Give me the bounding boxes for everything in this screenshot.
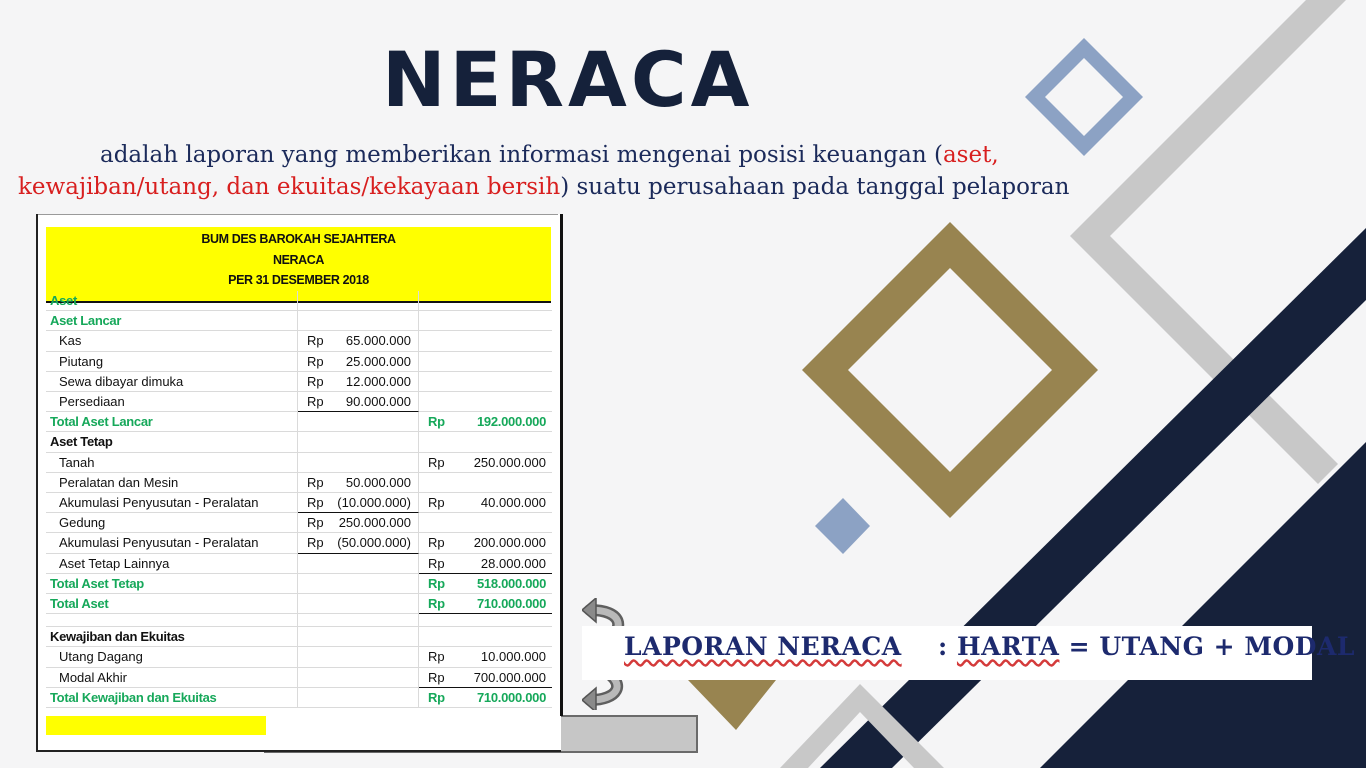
detail-amount-cell <box>298 513 419 533</box>
navy-corner <box>1040 442 1366 768</box>
total-amount-cell <box>419 627 552 647</box>
currency-label: Rp <box>307 495 324 510</box>
total-amount: 518.000.000 <box>477 575 546 591</box>
total-amount-cell <box>419 614 552 627</box>
detail-amount-cell <box>298 311 419 331</box>
detail-amount-cell <box>298 627 419 647</box>
table-row <box>46 668 552 688</box>
currency-label: Rp <box>428 535 445 551</box>
balance-sheet <box>36 214 561 752</box>
report-date: PER 31 DESEMBER 2018 <box>228 273 369 287</box>
detail-amount-cell <box>298 453 419 473</box>
row-label: Akumulasi Penyusutan - Peralatan <box>46 493 298 513</box>
table-row <box>46 331 552 351</box>
row-label: Aset Lancar <box>46 311 298 331</box>
total-amount: 40.000.000 <box>480 495 546 510</box>
currency-label: Rp <box>428 649 445 665</box>
formula-equation <box>938 632 1355 661</box>
detail-amount-cell <box>298 688 419 708</box>
row-label: Persediaan <box>46 392 298 412</box>
detail-amount: 50.000.000 <box>345 474 411 490</box>
table-row <box>46 412 552 432</box>
detail-amount: 25.000.000 <box>345 353 411 369</box>
table-row <box>46 614 552 627</box>
table-row <box>46 372 552 392</box>
detail-amount-cell <box>298 647 419 667</box>
total-amount-cell <box>419 412 552 432</box>
total-amount-cell <box>419 554 552 574</box>
currency-label: Rp <box>307 394 324 409</box>
total-amount: 200.000.000 <box>473 535 546 551</box>
currency-label: Rp <box>428 689 445 705</box>
table-row <box>46 688 552 708</box>
currency-label: Rp <box>307 373 324 389</box>
currency-label: Rp <box>307 353 324 369</box>
table-row <box>46 594 552 614</box>
total-amount-cell <box>419 473 552 493</box>
currency-label: Rp <box>428 414 445 430</box>
detail-amount-cell <box>298 473 419 493</box>
row-label: Total Aset Lancar <box>46 412 298 432</box>
detail-amount: 250.000.000 <box>338 515 411 531</box>
currency-label: Rp <box>307 333 324 349</box>
currency-label: Rp <box>307 535 324 551</box>
currency-label: Rp <box>307 515 324 531</box>
detail-amount-cell <box>298 614 419 627</box>
detail-amount-cell <box>298 668 419 688</box>
detail-amount-cell <box>298 493 419 513</box>
total-amount: 710.000.000 <box>477 596 546 611</box>
total-amount: 10.000.000 <box>480 649 546 665</box>
table-row <box>46 392 552 412</box>
definition-part-2: ) suatu perusahaan pada tanggal pelaporan <box>560 174 1070 200</box>
formula-separator: : <box>938 632 948 661</box>
total-amount-cell <box>419 668 552 688</box>
detail-amount: 65.000.000 <box>345 333 411 349</box>
company-name: BUM DES BAROKAH SEJAHTERA <box>201 232 396 246</box>
detail-amount-cell <box>298 412 419 432</box>
total-amount: 700.000.000 <box>473 669 546 685</box>
sheet-footer-fill <box>46 716 266 735</box>
row-label: Sewa dibayar dimuka <box>46 372 298 392</box>
definition-text <box>18 139 1098 203</box>
currency-label: Rp <box>428 454 445 470</box>
table-row <box>46 533 552 553</box>
total-amount: 250.000.000 <box>473 454 546 470</box>
row-label: Piutang <box>46 352 298 372</box>
currency-label: Rp <box>428 495 445 510</box>
total-amount-cell <box>419 453 552 473</box>
total-amount-cell <box>419 533 552 553</box>
total-amount-cell <box>419 372 552 392</box>
row-label: Tanah <box>46 453 298 473</box>
total-amount-cell <box>419 647 552 667</box>
row-label <box>46 614 298 627</box>
table-row <box>46 432 552 452</box>
gold-bottom-shape <box>688 680 776 730</box>
currency-label: Rp <box>428 669 445 685</box>
total-amount-cell <box>419 311 552 331</box>
detail-amount-cell <box>298 372 419 392</box>
currency-label: Rp <box>428 575 445 591</box>
definition-part-1: adalah laporan yang memberikan informasi mengenai posisi keuangan ( <box>100 142 943 168</box>
detail-amount: (10.000.000) <box>337 495 411 510</box>
row-label: Aset Tetap Lainnya <box>46 554 298 574</box>
definition-highlight: aset, kewajiban/utang, dan ekuitas/kekayaan bersih <box>18 142 999 200</box>
total-amount-cell <box>419 513 552 533</box>
total-amount-cell <box>419 331 552 351</box>
row-label: Akumulasi Penyusutan - Peralatan <box>46 533 298 553</box>
formula-word: HARTA <box>956 632 1060 661</box>
row-label: Total Aset Tetap <box>46 574 298 594</box>
table-row <box>46 554 552 574</box>
row-label: Aset Tetap <box>46 432 298 452</box>
detail-amount: 12.000.000 <box>345 373 411 389</box>
page-title: NERACA <box>382 35 754 124</box>
total-amount: 710.000.000 <box>477 689 546 705</box>
row-label: Gedung <box>46 513 298 533</box>
total-amount-cell <box>419 688 552 708</box>
blue-diamond-small <box>815 498 870 554</box>
detail-amount-cell <box>298 574 419 594</box>
formula-box <box>582 626 1355 680</box>
currency-label: Rp <box>428 596 445 611</box>
total-amount-cell <box>419 574 552 594</box>
row-label: Total Kewajiban dan Ekuitas <box>46 688 298 708</box>
detail-amount-cell <box>298 291 419 311</box>
currency-label: Rp <box>428 555 445 571</box>
row-label: Kas <box>46 331 298 351</box>
detail-amount-cell <box>298 594 419 614</box>
total-amount-cell <box>419 493 552 513</box>
sheet-grid <box>46 291 552 717</box>
detail-amount-cell <box>298 331 419 351</box>
total-amount-cell <box>419 352 552 372</box>
table-row <box>46 574 552 594</box>
table-row <box>46 513 552 533</box>
row-label: Peralatan dan Mesin <box>46 473 298 493</box>
total-amount-cell <box>419 594 552 614</box>
total-amount-cell <box>419 392 552 412</box>
currency-label: Rp <box>307 474 324 490</box>
total-amount-cell <box>419 432 552 452</box>
table-row <box>46 473 552 493</box>
table-row <box>46 291 552 311</box>
detail-amount-cell <box>298 554 419 574</box>
detail-amount-cell <box>298 533 419 553</box>
total-amount: 192.000.000 <box>477 414 546 430</box>
total-amount-cell <box>419 291 552 311</box>
detail-amount: 90.000.000 <box>345 394 411 409</box>
table-row <box>46 352 552 372</box>
detail-amount-cell <box>298 432 419 452</box>
table-row <box>46 311 552 331</box>
row-label: Aset <box>46 291 298 311</box>
row-label: Utang Dagang <box>46 647 298 667</box>
row-label: Modal Akhir <box>46 668 298 688</box>
table-row <box>46 627 552 647</box>
table-row <box>46 453 552 473</box>
total-amount: 28.000.000 <box>480 555 546 571</box>
row-label: Total Aset <box>46 594 298 614</box>
row-label: Kewajiban dan Ekuitas <box>46 627 298 647</box>
detail-amount: (50.000.000) <box>337 535 411 551</box>
detail-amount-cell <box>298 352 419 372</box>
formula-label: LAPORAN NERACA <box>624 632 902 661</box>
detail-amount-cell <box>298 392 419 412</box>
table-row <box>46 493 552 513</box>
table-row <box>46 647 552 667</box>
report-name: NERACA <box>272 252 325 267</box>
formula-rest: = UTANG + MODAL <box>1068 632 1355 661</box>
